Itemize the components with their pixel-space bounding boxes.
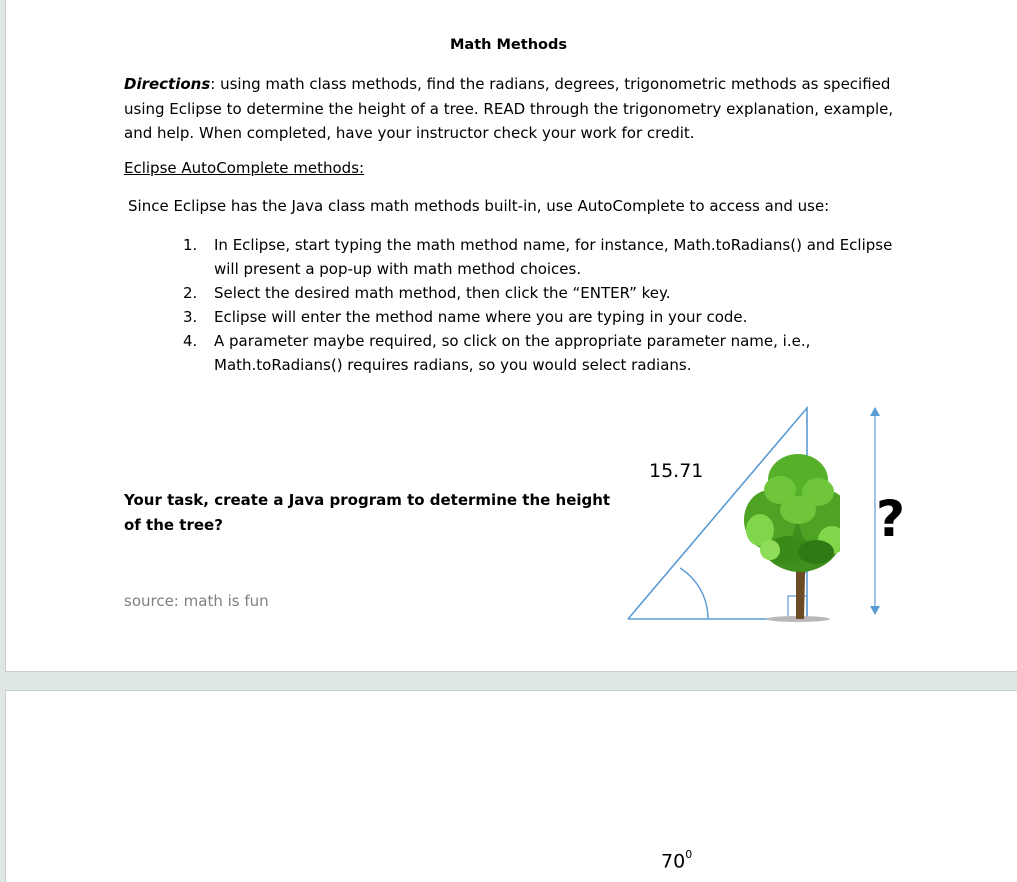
step-text: Select the desired math method, then click the “ENTER” key. [214,284,671,302]
angle-value: 70 [661,850,686,873]
page-title: Math Methods [449,37,567,53]
source-text: source: math is fun [124,592,269,610]
eclipse-autocomplete-heading: Eclipse AutoComplete methods: [124,159,365,177]
step-number: 1. [183,236,198,254]
list-item [183,281,903,305]
tree-icon [744,454,840,622]
document-page-2 [5,690,1017,882]
steps-list [183,233,903,377]
directions-paragraph [124,72,904,146]
step-text: Eclipse will enter the method name where you are typing in your code. [214,308,748,326]
directions-text: : using math class methods, find the radians, degrees, trigonometric methods as specified using Eclipse to determine the height of a tree. READ through the trigonometry explanation, example, and help. When completed, have your instructor check your work for credit. [124,75,894,142]
directions-label: Directions [124,75,211,93]
list-item [183,329,903,377]
angle-arc [680,568,708,619]
step-number: 2. [183,284,198,302]
angle-unit: 0 [685,848,693,861]
list-item [183,233,903,281]
arrow-up-icon [870,407,880,416]
intro-text: Since Eclipse has the Java class math methods built-in, use AutoComplete to access and use: [128,197,830,215]
step-number: 4. [183,332,198,350]
step-text: In Eclipse, start typing the math method name, for instance, Math.toRadians() and Eclipse will present a pop-up with math method choices. [214,236,893,278]
tree-triangle-diagram [620,400,840,630]
unknown-height-label: ? [876,490,906,548]
hypotenuse-label: 15.71 [649,460,704,482]
list-item [183,305,903,329]
angle-label [661,850,692,872]
step-number: 3. [183,308,198,326]
task-text: Your task, create a Java program to determine the height of the tree? [124,491,611,534]
arrow-down-icon [870,606,880,615]
step-text: A parameter maybe required, so click on the appropriate parameter name, i.e., Math.toRadians() requires radians, so you would select radians. [214,332,811,374]
